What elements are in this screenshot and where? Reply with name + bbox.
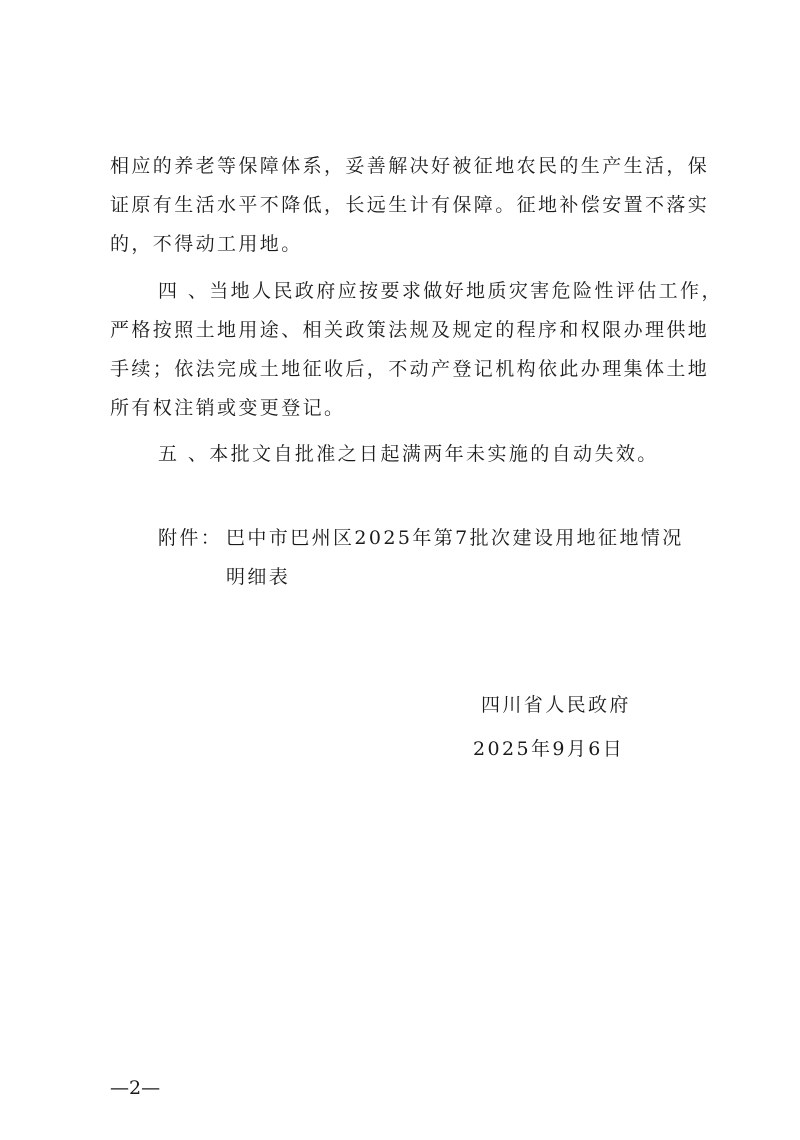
paragraph-line: 的，不得动工用地。 [110, 233, 303, 255]
section-five [110, 435, 722, 474]
paragraph-line: 证原有生活水平不降低，长远生计有保障。征地补偿安置不落实 [110, 194, 710, 216]
section-four [110, 272, 722, 428]
issuer-name: 四川省人民政府 [481, 694, 631, 716]
paragraph-line: 所有权注销或变更登记。 [110, 397, 346, 419]
page-number: —2— [110, 1077, 161, 1099]
paragraph-line: 手续；依法完成土地征收后，不动产登记机构依此办理集体土地 [110, 358, 710, 380]
paragraph-line: 五 、本批文自批准之日起满两年未实施的自动失效。 [158, 443, 659, 465]
paragraph-line: 相应的养老等保障体系，妥善解决好被征地农民的生产生活，保 [110, 155, 710, 177]
attachment-title-line: 明细表 [226, 566, 291, 588]
paragraph-line: 四 、当地人民政府应按要求做好地质灾害危险性评估工作， [158, 280, 723, 302]
attachment-title-line: 巴中市巴州区2025年第7批次建设用地征地情况 [226, 527, 684, 549]
issue-date: 2025年9月6日 [473, 738, 625, 760]
paragraph-continuation [110, 147, 722, 264]
attachment-label: 附件： [158, 527, 223, 549]
paragraph-line: 严格按照土地用途、相关政策法规及规定的程序和权限办理供地 [110, 319, 710, 341]
